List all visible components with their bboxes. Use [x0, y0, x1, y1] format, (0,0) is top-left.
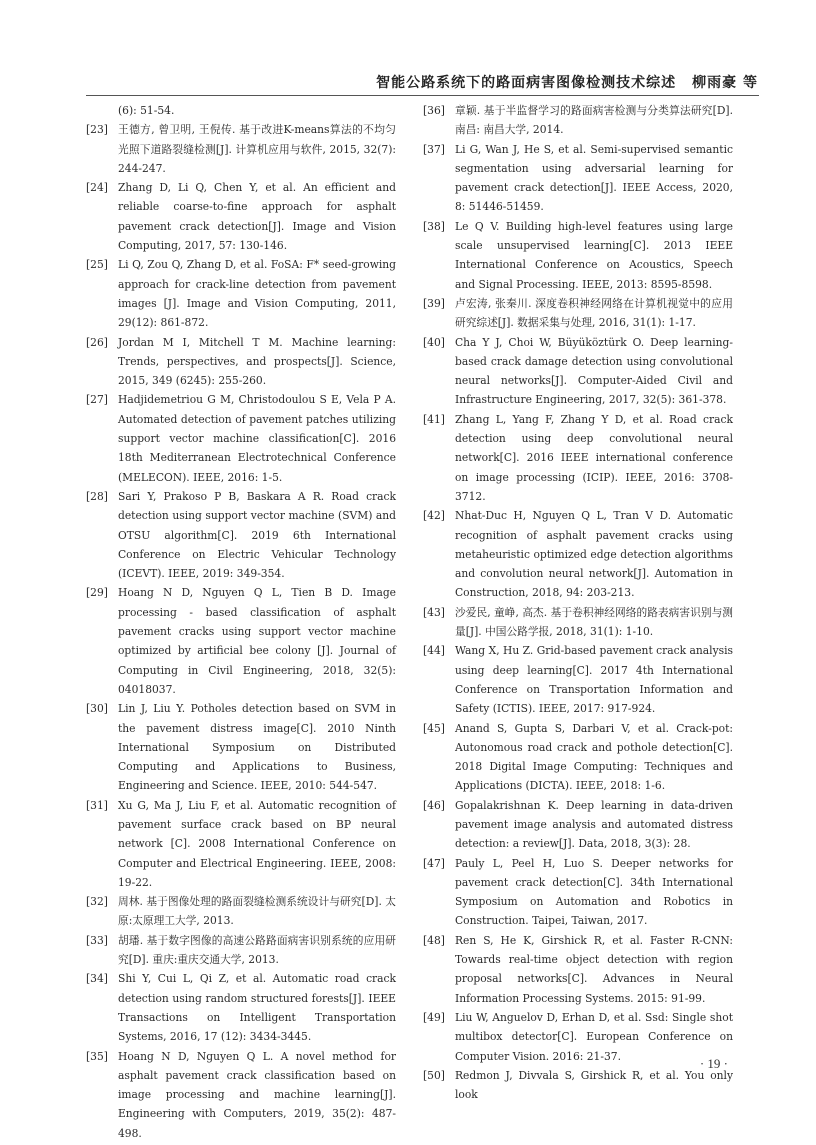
reference-text: Pauly L, Peel H, Luo S. Deeper networks for pavement crack detection[C]. 34th International Symposium on Automation and Robotics in Construction. Taipei, Taiwan, 2017. — [455, 856, 733, 928]
reference-number: [24] — [86, 181, 108, 195]
reference-number: [38] — [423, 219, 445, 233]
reference-text: Liu W, Anguelov D, Erhan D, et al. Ssd: Single shot multibox detector[C]. European Conference on Computer Vision. 2016: 21-37. — [455, 1010, 733, 1063]
reference-number: [44] — [423, 644, 445, 658]
reference-entry — [86, 969, 396, 1046]
reference-entry — [86, 487, 396, 583]
reference-text: Hoang N D, Nguyen Q L. A novel method for asphalt pavement crack classification based on image processing and machine learning[J]. Engineering with Computers, 2019, 35(2): 487-498. — [118, 1049, 396, 1140]
reference-number: [33] — [86, 933, 108, 947]
references-column-left — [86, 101, 396, 1143]
reference-entry — [86, 892, 396, 931]
reference-number: [47] — [423, 856, 445, 870]
reference-text: 王德方, 曾卫明, 王倪传. 基于改进K-means算法的不均匀光照下道路裂缝检测[J]. 计算机应用与软件, 2015, 32(7): 244-247. — [118, 123, 396, 175]
reference-entry — [423, 854, 733, 931]
reference-text: (6): 51-54. — [118, 104, 175, 117]
reference-number: [37] — [423, 142, 445, 156]
reference-entry — [86, 931, 396, 970]
reference-entry — [86, 101, 396, 120]
reference-number: [42] — [423, 509, 445, 523]
reference-text: 胡璠. 基于数字图像的高速公路路面病害识别系统的应用研究[D]. 重庆:重庆交通大学, 2013. — [118, 933, 396, 967]
reference-text: 周林. 基于图像处理的路面裂缝检测系统设计与研究[D]. 太原:太原理工大学, 2013. — [118, 895, 396, 928]
reference-entry — [86, 255, 396, 332]
reference-text: 沙爱民, 童峥, 高杰. 基于卷积神经网络的路表病害识别与测量[J]. 中国公路学报, 2018, 31(1): 1-10. — [455, 605, 733, 639]
reference-number: [28] — [86, 489, 108, 503]
reference-text: Li G, Wan J, He S, et al. Semi-supervised semantic segmentation using adversarial learning for pavement crack detection[J]. IEEE Access, 2020, 8: 51446-51459. — [455, 142, 733, 214]
reference-number: [43] — [423, 605, 445, 619]
reference-number: [48] — [423, 933, 445, 947]
reference-text: Sari Y, Prakoso P B, Baskara A R. Road crack detection using support vector machine (SVM) and OTSU algorithm[C]. 2019 6th International Conference on Electric Vehicular Technology (ICEVT). IEEE, 2019: 349-354. — [118, 489, 396, 581]
references-column-right — [423, 101, 733, 1104]
reference-number: [36] — [423, 104, 445, 117]
reference-text: Jordan M I, Mitchell T M. Machine learning: Trends, perspectives, and prospects[J]. Science, 2015, 349 (6245): 255-260. — [118, 335, 396, 388]
reference-number: [45] — [423, 721, 445, 735]
reference-text: Cha Y J, Choi W, Büyüköztürk O. Deep learning-based crack damage detection using convolutional neural networks[J]. Computer-Aided Civil and Infrastructure Engineering, 2017, 32(5): 361-378. — [455, 335, 733, 407]
reference-text: Wang X, Hu Z. Grid-based pavement crack analysis using deep learning[C]. 2017 4th International Conference on Transportation Information and Safety (ICTIS). IEEE, 2017: 917-924. — [455, 644, 733, 716]
page-number: · 19 · — [699, 1056, 728, 1071]
article-authors: 柳雨豪 等 — [692, 75, 758, 91]
reference-number: [29] — [86, 586, 108, 600]
reference-entry — [423, 333, 733, 410]
reference-number: [32] — [86, 895, 108, 909]
reference-text: Li Q, Zou Q, Zhang D, et al. FoSA: F* seed-growing approach for crack-line detection from pavement images [J]. Image and Vision Computing, 2011, 29(12): 861-872. — [118, 258, 396, 330]
reference-text: 卢宏涛, 张秦川. 深度卷积神经网络在计算机视觉中的应用研究综述[J]. 数据采集与处理, 2016, 31(1): 1-17. — [455, 296, 733, 330]
reference-text: 章颖. 基于半监督学习的路面病害检测与分类算法研究[D]. 南昌: 南昌大学, 2014. — [455, 104, 733, 137]
reference-text: Lin J, Liu Y. Potholes detection based on SVM in the pavement distress image[C]. 2010 Ninth International Symposium on Distributed Computing and Applications to Business, Engineering and Science. IEEE, 2010: 544-547. — [118, 702, 396, 793]
reference-number: [40] — [423, 335, 445, 349]
reference-entry — [423, 101, 733, 140]
reference-number: [49] — [423, 1010, 445, 1024]
header-rule — [86, 95, 759, 96]
reference-text: Nhat-Duc H, Nguyen Q L, Tran V D. Automatic recognition of asphalt pavement cracks using metaheuristic optimized edge detection algorithms and convolution neural network[J]. Automation in Construction, 2018, 94: 203-213. — [455, 509, 733, 600]
reference-entry — [423, 641, 733, 718]
reference-entry — [86, 699, 396, 795]
reference-text: Anand S, Gupta S, Darbari V, et al. Crack-pot: Autonomous road crack and pothole detection[C]. 2018 Digital Image Computing: Techniques and Applications (DICTA). IEEE, 2018: 1-6. — [455, 721, 733, 793]
reference-entry — [86, 390, 396, 486]
running-header — [376, 72, 758, 92]
reference-entry — [423, 931, 733, 1008]
reference-text: Hadjidemetriou G M, Christodoulou S E, Vela P A. Automated detection of pavement patches utilizing support vector machine classification[C]. 2016 18th Mediterranean Electrotechnical Conference (MELECON). IEEE, 2016: 1-5. — [118, 393, 396, 484]
reference-text: Ren S, He K, Girshick R, et al. Faster R-CNN: Towards real-time object detection with region proposal networks[C]. Advances in Neural Information Processing Systems. 2015: 91-99. — [455, 933, 733, 1005]
reference-number: [35] — [86, 1049, 108, 1063]
reference-number: [30] — [86, 702, 108, 716]
reference-entry — [423, 719, 733, 796]
reference-text: Zhang D, Li Q, Chen Y, et al. An efficient and reliable coarse-to-fine approach for asphalt pavement crack detection[J]. Image and Vision Computing, 2017, 57: 130-146. — [118, 181, 396, 253]
reference-text: Hoang N D, Nguyen Q L, Tien B D. Image processing - based classification of asphalt pavement cracks using support vector machine optimized by artificial bee colony [J]. Journal of Computing in Civil Engineering, 2018, 32(5): 04018037. — [118, 586, 396, 696]
reference-number: [26] — [86, 335, 108, 349]
reference-number: [34] — [86, 972, 108, 986]
reference-entry — [86, 1047, 396, 1143]
reference-number: [46] — [423, 798, 445, 812]
reference-entry — [423, 1008, 733, 1066]
reference-number: [23] — [86, 123, 108, 137]
reference-text: Xu G, Ma J, Liu F, et al. Automatic recognition of pavement surface crack based on BP neural network [C]. 2008 International Conference on Computer and Electrical Engineering. IEEE, 2008: 19-22. — [118, 798, 396, 889]
reference-text: Gopalakrishnan K. Deep learning in data-driven pavement image analysis and automated distress detection: a review[J]. Data, 2018, 3(3): 28. — [455, 798, 733, 851]
reference-text: Redmon J, Divvala S, Girshick R, et al. You only look — [455, 1068, 733, 1102]
reference-entry — [86, 120, 396, 178]
reference-text: Le Q V. Building high-level features using large scale unsupervised learning[C]. 2013 IEEE International Conference on Acoustics, Speech and Signal Processing. IEEE, 2013: 8595-8598. — [455, 219, 733, 291]
reference-text: Zhang L, Yang F, Zhang Y D, et al. Road crack detection using deep convolutional neural network[C]. 2016 IEEE international conference on image processing (ICIP). IEEE, 2016: 3708-3712. — [455, 412, 733, 503]
journal-article-title: 智能公路系统下的路面病害图像检测技术综述 — [376, 75, 677, 91]
reference-entry — [86, 796, 396, 892]
reference-number: [31] — [86, 798, 108, 812]
reference-entry — [86, 178, 396, 255]
reference-entry — [423, 506, 733, 602]
reference-number: [41] — [423, 412, 445, 426]
reference-entry — [86, 333, 396, 391]
reference-entry — [423, 294, 733, 333]
reference-entry — [423, 603, 733, 642]
reference-number: [50] — [423, 1068, 445, 1082]
reference-number: [39] — [423, 296, 445, 310]
reference-number: [25] — [86, 258, 108, 272]
reference-entry — [423, 410, 733, 506]
reference-entry — [423, 796, 733, 854]
reference-entry — [423, 217, 733, 294]
reference-entry — [423, 1066, 733, 1105]
reference-entry — [86, 583, 396, 699]
reference-number: [27] — [86, 393, 108, 407]
reference-entry — [423, 140, 733, 217]
reference-text: Shi Y, Cui L, Qi Z, et al. Automatic road crack detection using random structured forests[J]. IEEE Transactions on Intelligent Transportation Systems, 2016, 17 (12): 3434-3445. — [118, 972, 396, 1044]
